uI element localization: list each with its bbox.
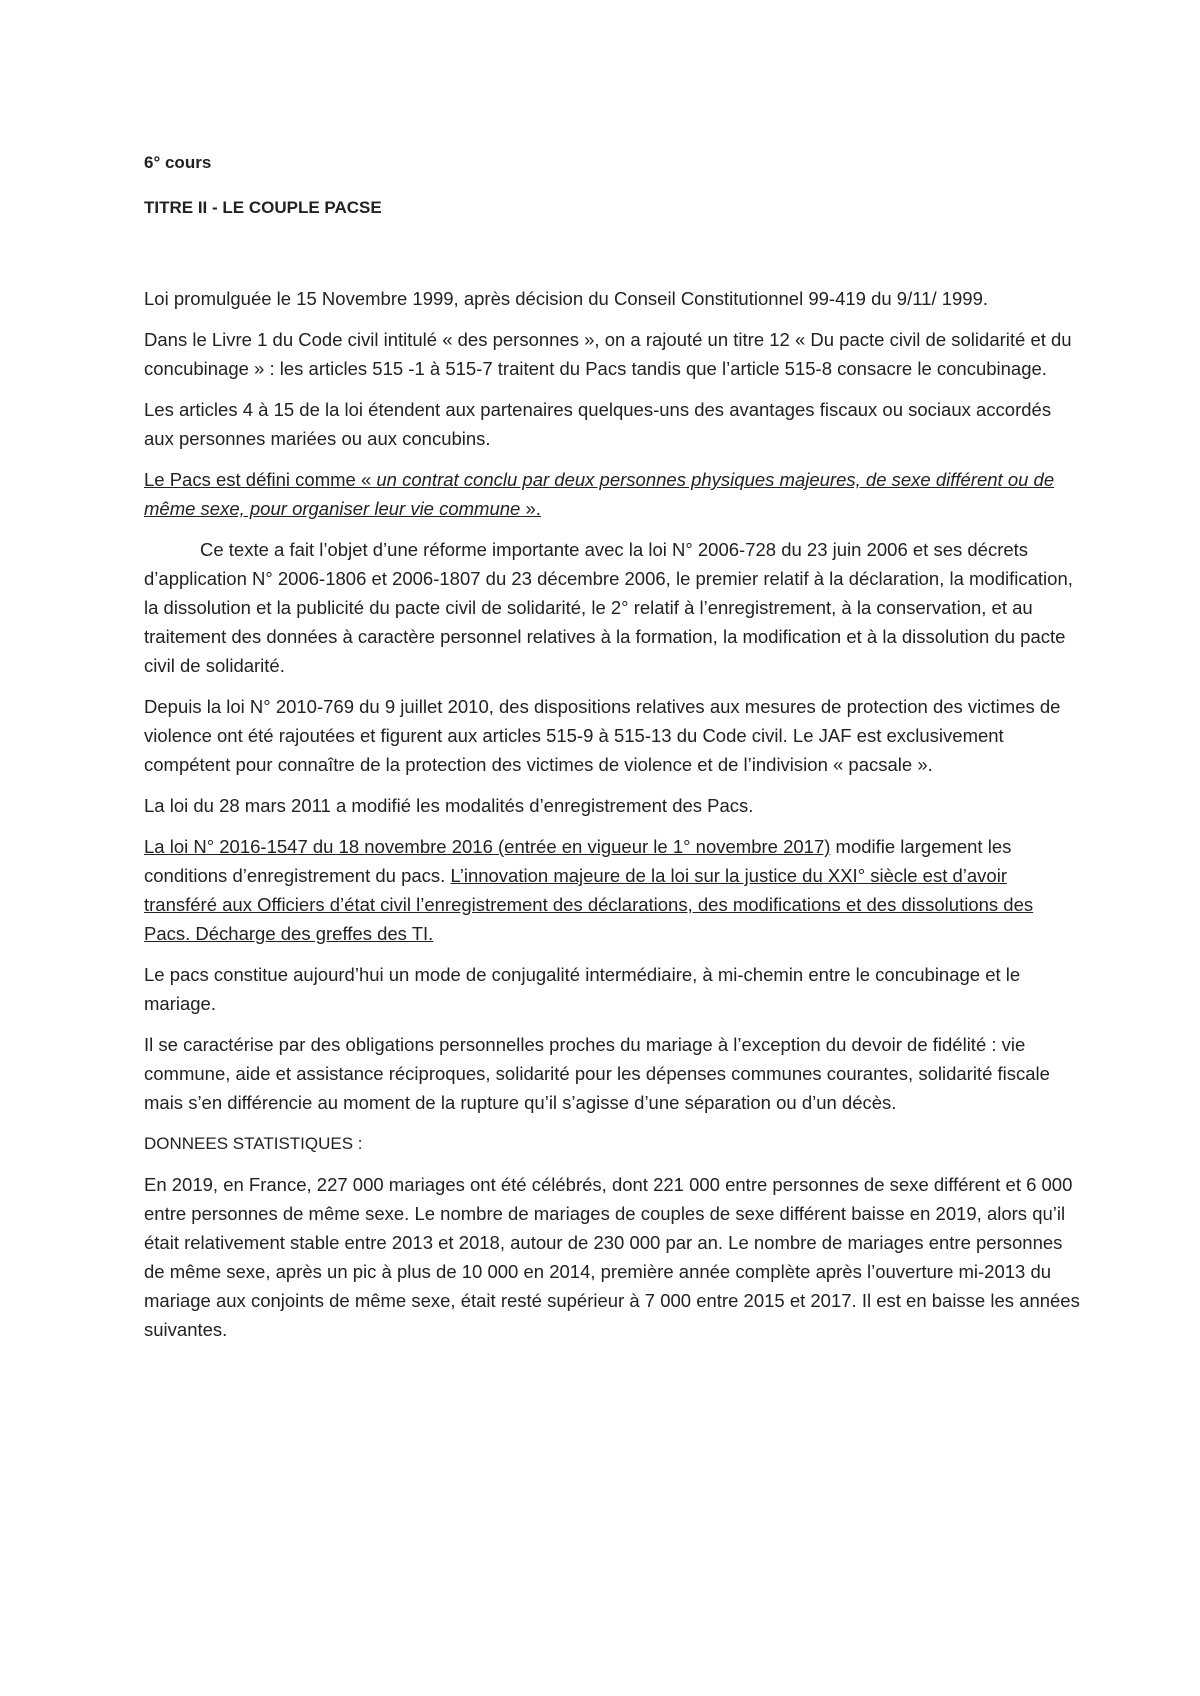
paragraph-civil-code: Dans le Livre 1 du Code civil intitulé « des personnes », on a rajouté un titre 12 « Du pacte civil de solidarité et du concubinage » : les articles 515 -1 à 515-7 traitent du Pacs tandis que l’article 515-8 consacre le concubinage. bbox=[144, 329, 1072, 379]
paragraph-law-2010: Depuis la loi N° 2010-769 du 9 juillet 2010, des dispositions relatives aux mesures de protection des victimes de violence ont été rajoutées et figurent aux articles 515-9 à 515-13 du Code civil. Le JAF est exclusivement compétent pour connaître de la protection des victimes de violence et de l’indivision « pacsale ». bbox=[144, 696, 1061, 775]
paragraph-law-2011: La loi du 28 mars 2011 a modifié les modalités d’enregistrement des Pacs. bbox=[144, 795, 754, 816]
document-body bbox=[144, 148, 1080, 1356]
paragraph-law-promulgation: Loi promulguée le 15 Novembre 1999, après décision du Conseil Constitutionnel 99-419 du 9/11/ 1999. bbox=[144, 288, 989, 309]
section-title: TITRE II - LE COUPLE PACSE bbox=[144, 198, 382, 217]
paragraph-statistics: En 2019, en France, 227 000 mariages ont été célébrés, dont 221 000 entre personnes de sexe différent et 6 000 entre personnes de même sexe. Le nombre de mariages de couples de sexe différent baisse en 2019, alors qu’il était relativement stable entre 2013 et 2018, autour de 230 000 par an. Le nombre de mariages entre personnes de même sexe, après un pic à plus de 10 000 en 2014, première année complète après l’ouverture mi-2013 du mariage aux conjoints de même sexe, était resté supérieur à 7 000 entre 2015 et 2017. Il est en baisse les années suivantes. bbox=[144, 1174, 1080, 1340]
paragraph-law-2016 bbox=[144, 832, 1080, 948]
definition-quote: un contrat conclu par deux personnes physiques majeures, de sexe différent ou de même sexe, pour organiser leur vie commune bbox=[144, 469, 1055, 519]
paragraph-conjugality: Le pacs constitue aujourd’hui un mode de conjugalité intermédiaire, à mi-chemin entre le concubinage et le mariage. bbox=[144, 964, 1021, 1014]
course-label: 6° cours bbox=[144, 153, 212, 172]
stats-heading: DONNEES STATISTIQUES : bbox=[144, 1134, 363, 1153]
law-2016-text: modifie largement les conditions d’enregistrement du pacs. bbox=[144, 836, 1012, 886]
definition-intro: Le Pacs est défini comme « bbox=[144, 469, 377, 490]
paragraph-pacs-definition bbox=[144, 465, 1080, 523]
paragraph-reform-2006: Ce texte a fait l’objet d’une réforme importante avec la loi N° 2006-728 du 23 juin 2006 et ses décrets d’application N° 2006-1806 et 2006-1807 du 23 décembre 2006, le premier relatif à la déclaration, la modification, la dissolution et la publicité du pacte civil de solidarité, le 2° relatif à l’enregistrement, à la conservation, et au traitement des données à caractère personnel relatives à la formation, la modification et à la dissolution du pacte civil de solidarité. bbox=[144, 539, 1073, 676]
law-2016-reference: La loi N° 2016-1547 du 18 novembre 2016 (entrée en vigueur le 1° novembre 2017) bbox=[144, 836, 831, 857]
paragraph-articles: Les articles 4 à 15 de la loi étendent aux partenaires quelques-uns des avantages fiscaux ou sociaux accordés aux personnes mariées ou aux concubins. bbox=[144, 399, 1052, 449]
law-2016-innovation: L’innovation majeure de la loi sur la justice du XXI° siècle est d’avoir transféré aux Officiers d’état civil l’enregistrement des déclarations, des modifications et des dissolutions des Pacs. Décharge des greffes des TI. bbox=[144, 865, 1034, 944]
paragraph-obligations: Il se caractérise par des obligations personnelles proches du mariage à l’exception du devoir de fidélité : vie commune, aide et assistance réciproques, solidarité pour les dépenses communes courantes, solidarité fiscale mais s’en différencie au moment de la rupture qu’il s’agisse d’une séparation ou d’un décès. bbox=[144, 1034, 1050, 1113]
definition-close: ». bbox=[520, 498, 541, 519]
